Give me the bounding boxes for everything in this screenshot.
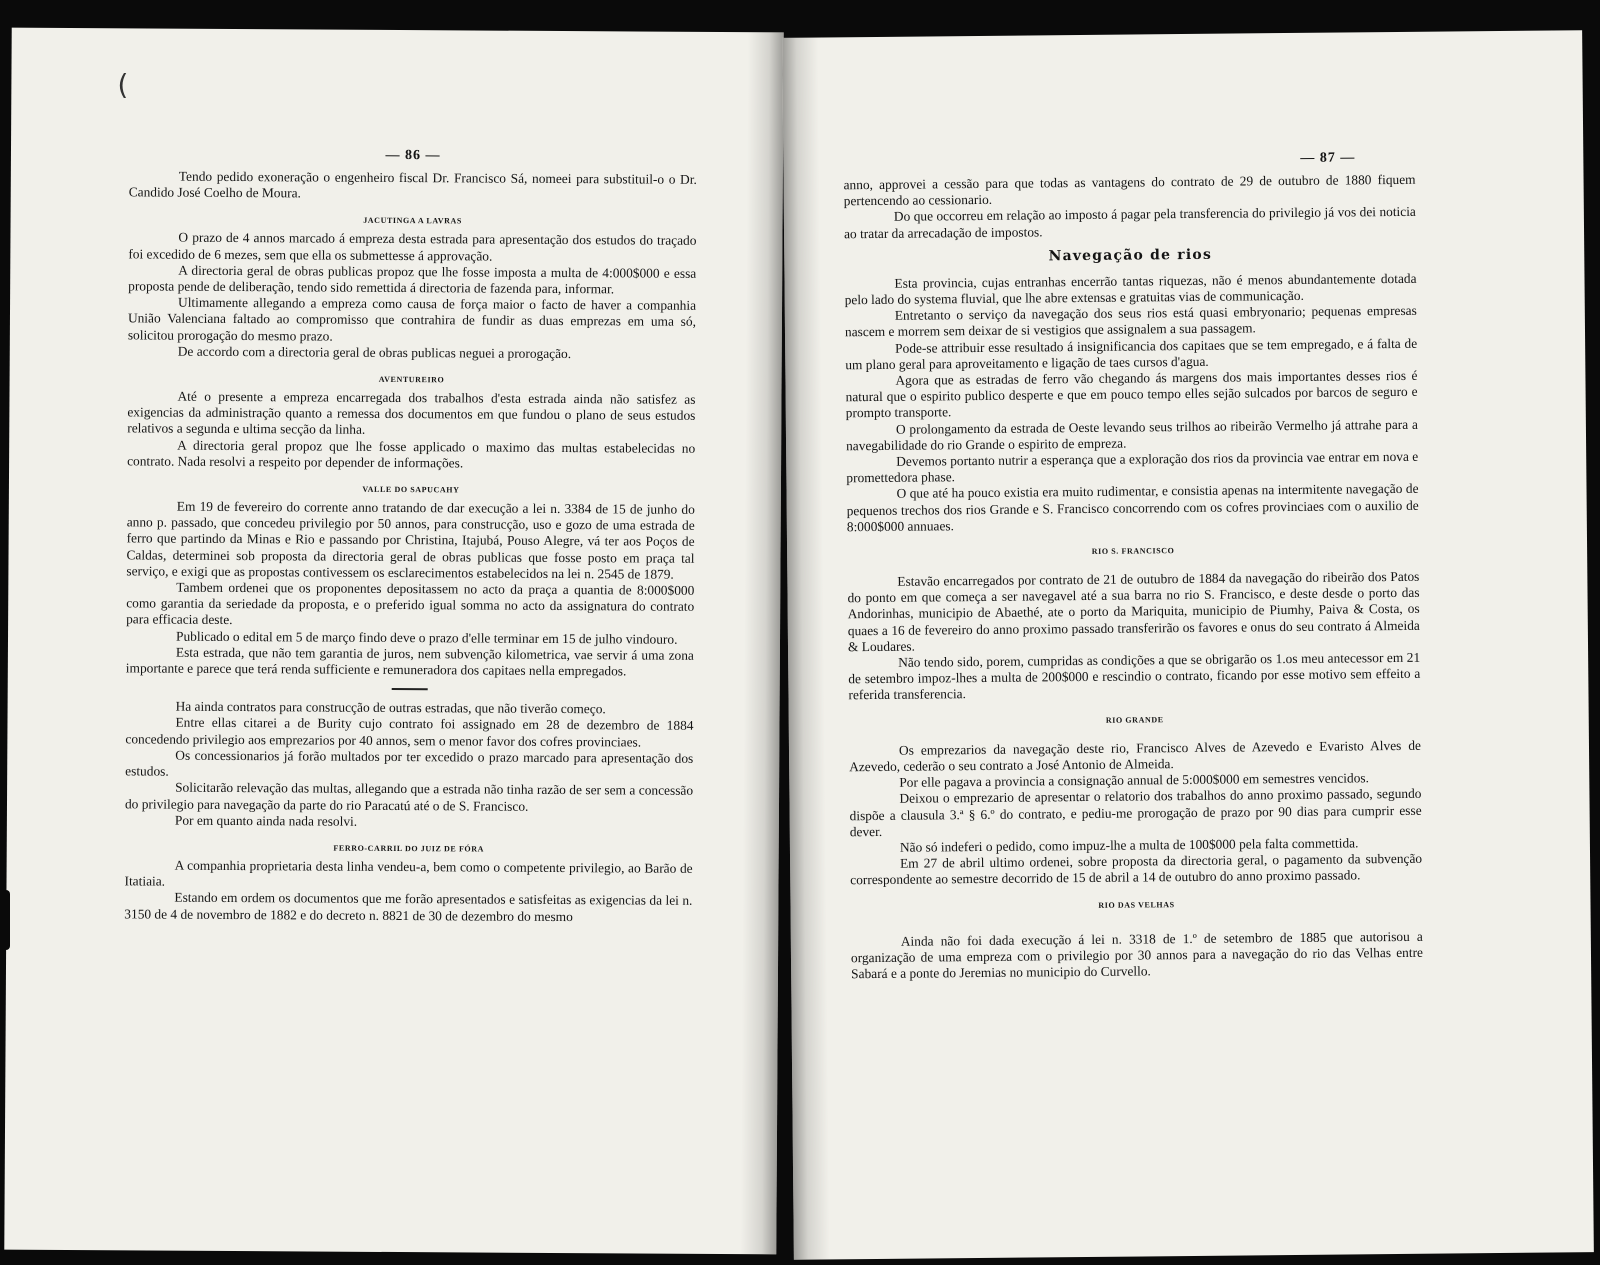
section-divider bbox=[392, 688, 428, 690]
page-number: — 87 — bbox=[1300, 150, 1356, 166]
right-page bbox=[782, 30, 1594, 1260]
section-heading: JACUTINGA A LAVRAS bbox=[363, 216, 462, 226]
left-page-content bbox=[124, 146, 697, 925]
paragraph: Agora que as estradas de ferro vão chegando ás margens dos mais importantes desses rios é natural que o espirito publico desperte e que em pouco tempo elles sejão sulcados por barcos de seguro e prompto transporte. bbox=[845, 367, 1418, 421]
section-heading: AVENTUREIRO bbox=[378, 374, 445, 385]
section-heading: RIO DAS VELHAS bbox=[1098, 899, 1175, 910]
paragraph: Em 27 de abril ultimo ordenei, sobre proposta da directoria geral, o pagamento da subvenção correspondente ao semestre decorrido de 15 de abril a 14 de outubro do anno proximo passado. bbox=[850, 850, 1423, 888]
binding-shadow bbox=[782, 38, 830, 1260]
page-number: — 86 — bbox=[385, 147, 441, 164]
paragraph: Em 19 de fevereiro do corrente anno tratando de dar execução a lei n. 3384 de 15 de junho do anno p. passado, que concedeu privilegio por 50 annos, para construcção, uso e gozo de uma estrada de ferro que partindo da Minas e Rio e passando por Christina, Itajubá, Pouso Alegre, vá ter aos Poços de Caldas, determinei sob proposta da directoria geral de obras publicas que fosse posto em praça tal serviço, e exigi que as propostas contivessem os esclarecimentos estabelecidos na lei n. 2545 de 1879. bbox=[126, 498, 695, 582]
section-heading: RIO S. FRANCISCO bbox=[1091, 546, 1175, 556]
paragraph: A directoria geral de obras publicas propoz que lhe fosse imposta a multa de 4:000$000 e essa proposta pende de deliberação, tendo sido remettida á directoria de fazenda para, informar. bbox=[128, 262, 697, 297]
paragraph: O que até ha pouco existia era muito rudimentar, e consistia apenas na intermitente navegação de pequenos trechos dos rios Grande e S. Francisco concorrendo com os cofres provinciaes com o auxilio de 8:000$000 annuaes. bbox=[846, 481, 1419, 535]
paragraph: Esta provincia, cujas entranhas encerrão tantas riquezas, não é menos abundantemente dotada pelo lado do systema fluvial, que lhe abre extensas e gratuitas vias de communicação. bbox=[844, 270, 1417, 308]
left-page bbox=[4, 28, 783, 1255]
paragraph: Do que occorreu em relação ao imposto á pagar pela transferencia do privilegio já vos dei noticia ao tratar da arrecadação de impostos. bbox=[843, 204, 1416, 241]
paragraph: Entre ellas citarei a de Burity cujo contrato foi assignado em 28 de dezembro de 1884 concedendo privilegio aos emprezarios por 40 annos, sem o menor favor dos cofres provinciaes. bbox=[125, 715, 694, 750]
paragraph: A directoria geral propoz que lhe fosse applicado o maximo das multas estabelecidas no contrato. Nada resolvi a respeito por depender de informações. bbox=[127, 437, 696, 471]
paragraph: De accordo com a directoria geral de obras publicas neguei a prorogação. bbox=[177, 343, 572, 361]
section-title: Navegação de rios bbox=[1048, 246, 1213, 265]
page-edge-shadow bbox=[0, 890, 10, 950]
paragraph: Até o presente a empreza encarregada dos trabalhos d'esta estrada ainda não satisfez as exigencias da administração quanto a remessa dos documentos em que fundou o plano de seus estudos relativos a segunda e ultima secção da linha. bbox=[127, 388, 696, 438]
right-page-content bbox=[843, 150, 1423, 983]
paragraph: O prazo de 4 annos marcado á empreza desta estrada para apresentação dos estudos do traçado foi excedido de 6 mezes, sem que ella os submettesse á approvação. bbox=[128, 230, 697, 264]
paragraph: Os concessionarios já forão multados por ter excedido o prazo marcado para apresentação dos estudos. bbox=[125, 747, 694, 779]
section-heading: VALLE DO SAPUCAHY bbox=[362, 484, 460, 495]
paragraph: Publicado o edital em 5 de março findo deve o prazo d'elle terminar em 15 de julho vindouro. bbox=[175, 628, 678, 647]
paragraph: Por elle pagava a provincia a consignação annual de 5:000$000 em semestres vencidos. bbox=[899, 770, 1369, 790]
paragraph: O prolongamento da estrada de Oeste levando seus trilhos ao ribeirão Vermelho já attrahe para a navegabilidade do rio Grande o espirito de empreza. bbox=[845, 416, 1418, 454]
paragraph: Pode-se attribuir esse resultado á insignificancia dos capitaes que se tem empregado, e á falta de um plano geral para aproveitamento e ligação de taes cursos d'agua. bbox=[845, 335, 1418, 373]
paragraph: Tendo pedido exoneração o engenheiro fiscal Dr. Francisco Sá, nomeei para substituil-o o Dr. Candido José Coelho de Moura. bbox=[128, 168, 697, 201]
paragraph: Não só indeferi o pedido, como impuz-lhe a multa de 100$000 pela falta commettida. bbox=[899, 835, 1359, 855]
section-heading: FERRO-CARRIL DO JUIZ DE FÓRA bbox=[333, 843, 485, 854]
paragraph: Não tendo sido, porem, cumpridas as condições a que se obrigarão os 1.os meu antecessor em 21 de setembro impoz-lhes a multa de 200$000 e rescindio o contrato, ficando por esse motivo sem effeito a referida transferencia. bbox=[848, 649, 1421, 703]
paragraph: Devemos portanto nutrir a esperança que a exploração dos rios da provincia vae entrar em nova e promettedora phase. bbox=[846, 448, 1419, 486]
ink-mark: ( bbox=[117, 68, 129, 102]
binding-shadow bbox=[740, 32, 783, 1254]
paragraph: Entretanto o serviço da navegação dos seus rios está quasi embryonario; pequenas empresas nascem e morrem sem deixar de si vestigios que assignalem a sua passagem. bbox=[844, 303, 1417, 340]
paragraph: Ultimamente allegando a empreza como causa de força maior o facto de haver a companhia União Valenciana faltado ao compromisso que contrahira de fundir as duas emprezas em uma só, solicitou prorogação do mesmo prazo. bbox=[127, 294, 697, 344]
paragraph: anno, approvei a cessão para que todas as vantagens do contrato de 29 de outubro de 1880 fiquem pertencendo ao cessionario. bbox=[843, 171, 1416, 209]
paragraph: Esta estrada, que não tem garantia de juros, nem subvenção kilometrica, vae servir á uma zona importante e parece que terá renda sufficiente e remuneradora dos capitaes nella empregados. bbox=[125, 644, 694, 679]
paragraph: Deixou o emprezario de apresentar o relatorio dos trabalhos do anno proximo passado, segundo dispõe a clausula 3.ª § 6.º do contrato, e pediu-me prorogação de prazo por 90 dias para cumprir esse dever. bbox=[849, 786, 1422, 839]
paragraph: Ainda não foi dada execução á lei n. 3318 de 1.º de setembro de 1885 que autorisou a organização de uma empreza com o privilegio por 30 annos para a navegação do rio das Velhas entre Sabará e a ponte do Jeremias no municipio do Curvello. bbox=[850, 928, 1424, 982]
paragraph: A companhia proprietaria desta linha vendeu-a, bem como o competente privilegio, ao Barão de Itatiaia. bbox=[124, 857, 693, 889]
paragraph: Tambem ordenei que os proponentes depositassem no acto da praça a quantia de 8:000$000 como garantia da seriedade da proposta, e o preferido igual somma no acto da assignatura do contrato para efficacia deste. bbox=[126, 579, 695, 628]
paragraph: Estavão encarregados por contrato de 21 de outubro de 1884 da navegação do ribeirão dos Patos do ponto em que começa a ser navegavel até a sua barra no rio S. Francisco, e deste desde o porto das Andorinhas, municipio de Abaethé, ate o porto da Mariquita, municipio de Piumhy, Paiva & Costa, os quaes a 16 de fevereiro do anno proximo passado transferirão os favores e onus do seu contrato á Almeida & Loudares. bbox=[847, 568, 1420, 655]
paragraph: Solicitarão relevação das multas, allegando que a estrada não tinha razão de ser sem a concessão do privilegio para navegação da parte do rio Paracatú até o de S. Francisco. bbox=[124, 779, 694, 814]
paragraph: Por em quanto ainda nada resolvi. bbox=[174, 812, 358, 829]
paragraph: Ha ainda contratos para construcção de outras estradas, que não tiverão começo. bbox=[175, 698, 606, 717]
section-heading: RIO GRANDE bbox=[1105, 714, 1164, 725]
paragraph: Estando em ordem os documentos que me forão apresentados e satisfeitas as exigencias da lei n. 3150 de 4 de novembro de 1882 e do decreto n. 8821 de 30 de dezembro do mesmo bbox=[124, 889, 693, 924]
paragraph: Os emprezarios da navegação deste rio, Francisco Alves de Azevedo e Evaristo Alves de Azevedo, cederão o seu contrato a José Antonio de Almeida. bbox=[849, 737, 1422, 775]
